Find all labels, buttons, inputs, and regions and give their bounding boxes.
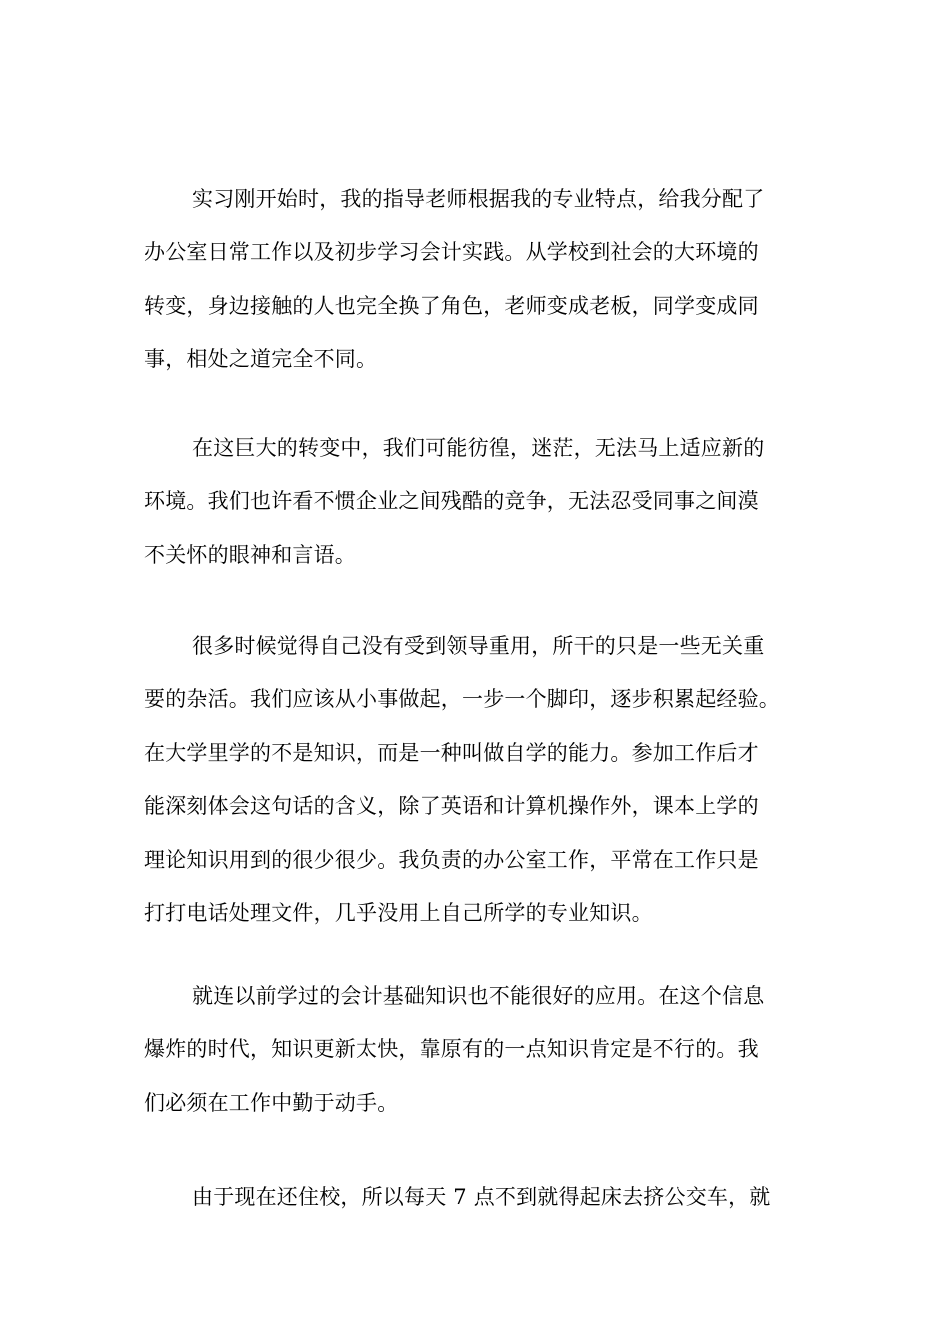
text-line: 能深刻体会这句话的含义，除了英语和计算机操作外，课本上学的 [144,794,759,819]
text-line: 在大学里学的不是知识，而是一种叫做自学的能力。参加工作后才 [144,740,759,765]
text-line: 们必须在工作中勤于动手。 [144,1090,399,1115]
text-line: 在这巨大的转变中，我们可能彷徨，迷茫，无法马上适应新的 [192,436,765,460]
paragraph-5 [144,1171,824,1224]
text-line: 打打电话处理文件，几乎没用上自己所学的专业知识。 [144,900,653,925]
text-line: 要的杂活。我们应该从小事做起，一步一个脚印，逐步积累起经验。 [144,687,780,712]
text-line: 办公室日常工作以及初步学习会计实践。从学校到社会的大环境的 [144,240,759,265]
text-line: 环境。我们也许看不惯企业之间残酷的竞争，无法忍受同事之间漠 [144,489,759,514]
paragraph-1 [144,173,824,387]
text-line: 事，相处之道完全不同。 [144,347,378,372]
text-line: 理论知识用到的很少很少。我负责的办公室工作，平常在工作只是 [144,847,759,872]
paragraph-3 [144,620,824,940]
text-line: 很多时候觉得自己没有受到领导重用，所干的只是一些无关重 [192,634,765,658]
text-line: 不关怀的眼神和言语。 [144,542,356,567]
paragraph-4 [144,970,824,1130]
text-line: 由于现在还住校，所以每天 7 点不到就得起床去挤公交车，就 [192,1185,771,1209]
paragraph-2 [144,422,824,582]
text-line: 就连以前学过的会计基础知识也不能很好的应用。在这个信息 [192,984,765,1008]
text-line: 实习刚开始时，我的指导老师根据我的专业特点，给我分配了 [192,187,765,211]
text-line: 转变，身边接触的人也完全换了角色，老师变成老板，同学变成同 [144,293,759,318]
text-line: 爆炸的时代，知识更新太快，靠原有的一点知识肯定是不行的。我 [144,1037,759,1062]
